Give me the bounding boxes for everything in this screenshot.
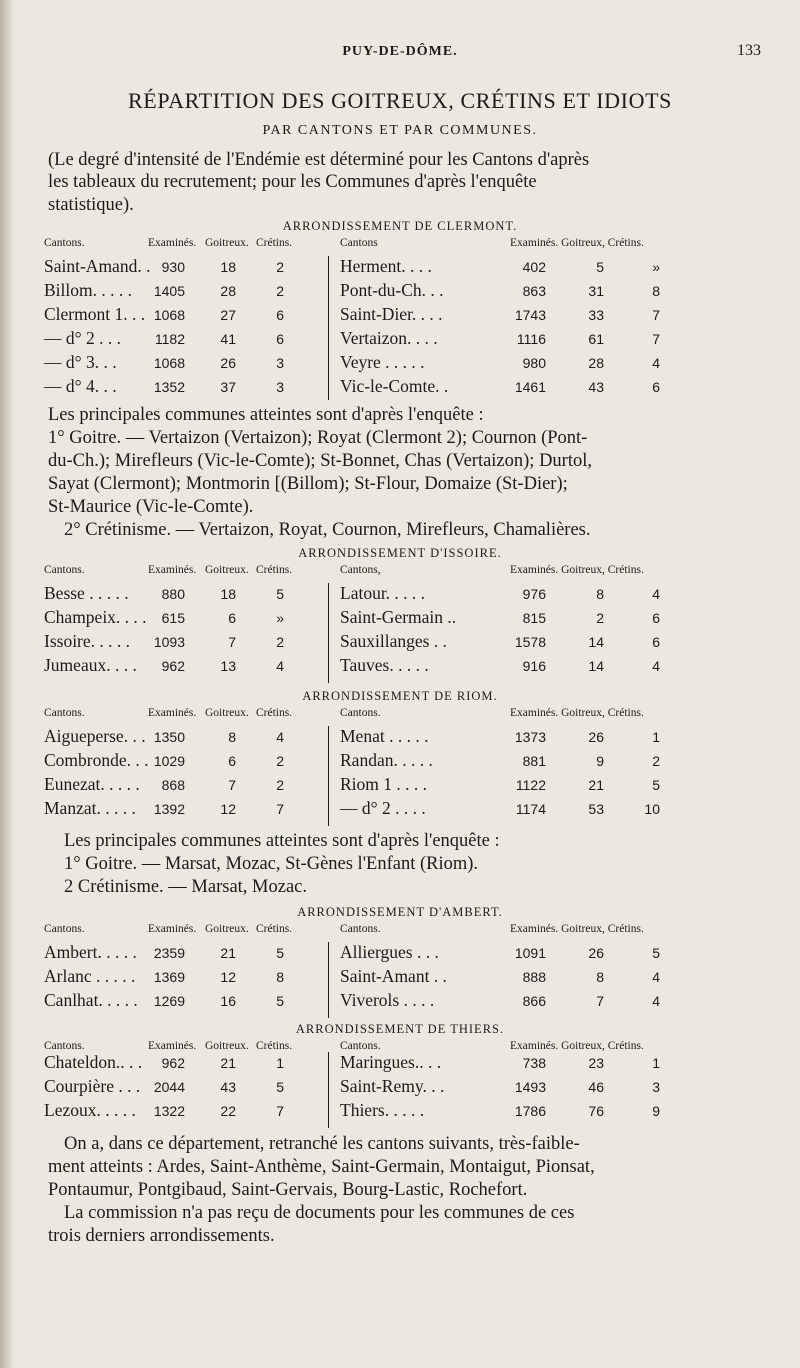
cretins-value: 5 xyxy=(276,945,284,961)
examines-value: 1068 xyxy=(153,355,185,371)
examines-value: 866 xyxy=(522,993,546,1009)
closing-line: Pontaumur, Pontgibaud, Saint-Gervais, Bourg-Lastic, Rochefort. xyxy=(48,1180,528,1200)
cretins-value: 6 xyxy=(652,379,660,395)
examines-value: 1029 xyxy=(153,753,185,769)
note-line: du-Ch.); Mirefleurs (Vic-le-Comte); St-Bonnet, Chas (Vertaizon); Durtol, xyxy=(48,451,592,471)
examines-value: 930 xyxy=(161,259,185,275)
goitreux-value: 13 xyxy=(220,658,236,674)
examines-value: 1461 xyxy=(514,379,546,395)
main-title: RÉPARTITION DES GOITREUX, CRÉTINS ET IDIOTS xyxy=(128,88,672,113)
goitreux-value: 28 xyxy=(588,355,604,371)
col-header-right-values: Examinés. Goitreux, Crétins. xyxy=(510,1040,644,1052)
col-header-goitreux: Goitreux. xyxy=(205,237,249,249)
book-spine-shadow xyxy=(0,0,14,1368)
goitreux-value: 6 xyxy=(228,753,236,769)
cretins-value: 4 xyxy=(652,993,660,1009)
cretins-value: 7 xyxy=(276,1103,284,1119)
examines-value: 980 xyxy=(522,355,546,371)
goitreux-value: 23 xyxy=(588,1055,604,1071)
goitreux-value: 8 xyxy=(228,729,236,745)
canton-name: Eunezat. . . . . xyxy=(44,774,140,794)
examines-value: 1493 xyxy=(514,1079,546,1095)
canton-name: Alliergues . . . xyxy=(340,942,439,962)
examines-value: 1116 xyxy=(516,331,546,347)
cretins-value: 2 xyxy=(276,753,284,769)
intro-line: les tableaux du recrutement; pour les Communes d'après l'enquête xyxy=(48,172,537,192)
canton-name: Vertaizon. . . . xyxy=(340,328,438,348)
cretins-value: 4 xyxy=(652,586,660,602)
canton-name: Veyre . . . . . xyxy=(340,352,425,372)
goitreux-value: 28 xyxy=(220,283,236,299)
column-divider xyxy=(328,726,329,826)
examines-value: 1091 xyxy=(514,945,546,961)
cretins-value: 4 xyxy=(652,355,660,371)
note-line: 1° Goitre. — Marsat, Mozac, St-Gènes l'Enfant (Riom). xyxy=(64,854,479,874)
examines-value: 1786 xyxy=(514,1103,546,1119)
col-header-cantons: Cantons. xyxy=(44,237,85,249)
canton-name: Latour. . . . . xyxy=(340,583,426,603)
cretins-value: 4 xyxy=(276,658,284,674)
col-header-examines: Examinés. xyxy=(148,564,197,576)
goitreux-value: 2 xyxy=(596,610,604,626)
canton-name: Courpière . . . xyxy=(44,1076,141,1096)
canton-name: Saint-Remy. . . xyxy=(340,1076,445,1096)
canton-name: Aigueperse. . . xyxy=(44,726,146,746)
cretins-value: 6 xyxy=(652,610,660,626)
goitreux-value: 43 xyxy=(588,379,604,395)
examines-value: 1405 xyxy=(153,283,185,299)
canton-name: Saint-Germain .. xyxy=(340,607,457,627)
canton-name: Maringues.. . . xyxy=(340,1052,442,1072)
cretins-value: 10 xyxy=(644,801,660,817)
col-header-examines: Examinés. xyxy=(148,237,197,249)
col-header-right-values: Examinés. Goitreux, Crétins. xyxy=(510,564,644,576)
goitreux-value: 61 xyxy=(588,331,604,347)
cretins-value: 7 xyxy=(652,331,660,347)
col-header-cantons-right: Cantons. xyxy=(340,707,381,719)
canton-name: Arlanc . . . . . xyxy=(44,966,136,986)
canton-name: — d° 4. . . xyxy=(44,376,117,396)
canton-name: Thiers. . . . . xyxy=(340,1100,425,1120)
goitreux-value: 21 xyxy=(220,945,236,961)
col-header-right-values: Examinés. Goitreux, Crétins. xyxy=(510,237,644,249)
cretins-value: 9 xyxy=(652,1103,660,1119)
examines-value: 2359 xyxy=(153,945,185,961)
col-header-examines: Examinés. xyxy=(148,1040,197,1052)
cretins-value: 6 xyxy=(276,307,284,323)
cretins-value: » xyxy=(276,610,284,626)
canton-name: — d° 3. . . xyxy=(44,352,117,372)
col-header-cantons: Cantons. xyxy=(44,707,85,719)
note-line: Les principales communes atteintes sont d'après l'enquête : xyxy=(48,405,484,425)
goitreux-value: 7 xyxy=(228,777,236,793)
cretins-value: 3 xyxy=(652,1079,660,1095)
cretins-value: 2 xyxy=(276,634,284,650)
note-line: 2° Crétinisme. — Vertaizon, Royat, Cournon, Mirefleurs, Chamalières. xyxy=(64,520,591,540)
examines-value: 815 xyxy=(522,610,546,626)
examines-value: 1369 xyxy=(153,969,185,985)
examines-value: 976 xyxy=(522,586,546,602)
goitreux-value: 21 xyxy=(220,1055,236,1071)
canton-name: Pont-du-Ch. . . xyxy=(340,280,444,300)
intro-line: (Le degré d'intensité de l'Endémie est déterminé pour les Cantons d'après xyxy=(48,150,590,170)
intro-line: statistique). xyxy=(48,195,134,215)
col-header-cantons-right: Cantons, xyxy=(340,564,381,576)
cretins-value: 2 xyxy=(276,259,284,275)
canton-name: Viverols . . . . xyxy=(340,990,435,1010)
closing-line: trois derniers arrondissements. xyxy=(48,1226,275,1246)
canton-name: Randan. . . . . xyxy=(340,750,433,770)
goitreux-value: 26 xyxy=(588,729,604,745)
goitreux-value: 5 xyxy=(596,259,604,275)
examines-value: 962 xyxy=(161,658,185,674)
col-header-cantons-right: Cantons xyxy=(340,237,378,249)
col-header-goitreux: Goitreux. xyxy=(205,1040,249,1052)
goitreux-value: 43 xyxy=(220,1079,236,1095)
col-header-cantons: Cantons. xyxy=(44,923,85,935)
section-title-thiers: ARRONDISSEMENT DE THIERS. xyxy=(295,1022,505,1036)
canton-name: Tauves. . . . . xyxy=(340,655,429,675)
canton-name: Sauxillanges . . xyxy=(340,631,447,651)
examines-value: 1322 xyxy=(153,1103,185,1119)
canton-name: — d° 2 . . . . xyxy=(340,798,426,818)
canton-name: Clermont 1. . . xyxy=(44,304,146,324)
goitreux-value: 22 xyxy=(220,1103,236,1119)
note-line: Sayat (Clermont); Montmorin [(Billom); St-Flour, Domaize (St-Dier); xyxy=(48,474,568,494)
examines-value: 615 xyxy=(161,610,185,626)
examines-value: 962 xyxy=(161,1055,185,1071)
examines-value: 880 xyxy=(161,586,185,602)
goitreux-value: 46 xyxy=(588,1079,604,1095)
examines-value: 916 xyxy=(522,658,546,674)
col-header-cretins: Crétins. xyxy=(256,1040,293,1052)
canton-name: — d° 2 . . . xyxy=(44,328,121,348)
cretins-value: 2 xyxy=(276,777,284,793)
goitreux-value: 14 xyxy=(588,634,604,650)
goitreux-value: 31 xyxy=(588,283,604,299)
canton-name: Champeix. . . . xyxy=(44,607,147,627)
examines-value: 2044 xyxy=(153,1079,185,1095)
col-header-goitreux: Goitreux. xyxy=(205,564,249,576)
col-header-cantons-right: Cantons. xyxy=(340,923,381,935)
cretins-value: 8 xyxy=(652,283,660,299)
examines-value: 1174 xyxy=(515,801,546,817)
cretins-value: 1 xyxy=(276,1055,284,1071)
cretins-value: 4 xyxy=(652,658,660,674)
cretins-value: 5 xyxy=(652,945,660,961)
goitreux-value: 27 xyxy=(220,307,236,323)
section-title-clermont: ARRONDISSEMENT DE CLERMONT. xyxy=(282,219,518,233)
canton-name: Vic-le-Comte. . xyxy=(340,376,449,396)
closing-line: ment atteints : Ardes, Saint-Anthème, Saint-Germain, Montaigut, Pionsat, xyxy=(48,1157,595,1177)
section-title-ambert: ARRONDISSEMENT D'AMBERT. xyxy=(297,905,503,919)
goitreux-value: 8 xyxy=(596,586,604,602)
col-header-cantons-right: Cantons. xyxy=(340,1040,381,1052)
col-header-cantons: Cantons. xyxy=(44,1040,85,1052)
cretins-value: 5 xyxy=(276,1079,284,1095)
col-header-goitreux: Goitreux. xyxy=(205,923,249,935)
canton-name: Besse . . . . . xyxy=(44,583,129,603)
cretins-value: 3 xyxy=(276,355,284,371)
cretins-value: 5 xyxy=(276,993,284,1009)
cretins-value: 5 xyxy=(276,586,284,602)
goitreux-value: 26 xyxy=(588,945,604,961)
col-header-right-values: Examinés. Goitreux, Crétins. xyxy=(510,707,644,719)
cretins-value: » xyxy=(652,259,660,275)
note-line: 1° Goitre. — Vertaizon (Vertaizon); Royat (Clermont 2); Cournon (Pont- xyxy=(48,428,588,448)
col-header-cantons: Cantons. xyxy=(44,564,85,576)
page-number: 133 xyxy=(737,42,761,59)
canton-name: Saint-Amand. . xyxy=(44,256,151,276)
examines-value: 1269 xyxy=(153,993,185,1009)
canton-name: Saint-Dier. . . . xyxy=(340,304,443,324)
col-header-cretins: Crétins. xyxy=(256,564,293,576)
examines-value: 1093 xyxy=(153,634,185,650)
canton-name: Chateldon.. . . xyxy=(44,1052,143,1072)
cretins-value: 7 xyxy=(276,801,284,817)
note-line: St-Maurice (Vic-le-Comte). xyxy=(48,497,254,517)
cretins-value: 6 xyxy=(276,331,284,347)
col-header-cretins: Crétins. xyxy=(256,707,293,719)
goitreux-value: 6 xyxy=(228,610,236,626)
column-divider xyxy=(328,583,329,683)
examines-value: 1373 xyxy=(514,729,546,745)
canton-name: Issoire. . . . . xyxy=(44,631,131,651)
subtitle: PAR CANTONS ET PAR COMMUNES. xyxy=(262,123,538,138)
col-header-examines: Examinés. xyxy=(148,923,197,935)
examines-value: 881 xyxy=(522,753,546,769)
canton-name: Herment. . . . xyxy=(340,256,432,276)
canton-name: Combronde. . . xyxy=(44,750,149,770)
goitreux-value: 12 xyxy=(220,801,236,817)
canton-name: Jumeaux. . . . xyxy=(44,655,137,675)
examines-value: 1578 xyxy=(514,634,546,650)
canton-name: Saint-Amant . . xyxy=(340,966,447,986)
examines-value: 1122 xyxy=(515,777,546,793)
cretins-value: 2 xyxy=(276,283,284,299)
goitreux-value: 26 xyxy=(220,355,236,371)
goitreux-value: 41 xyxy=(220,331,236,347)
canton-name: Canlhat. . . . . xyxy=(44,990,138,1010)
examines-value: 1068 xyxy=(153,307,185,323)
cretins-value: 6 xyxy=(652,634,660,650)
goitreux-value: 9 xyxy=(596,753,604,769)
closing-line: La commission n'a pas reçu de documents pour les communes de ces xyxy=(64,1203,575,1223)
col-header-cretins: Crétins. xyxy=(256,237,293,249)
running-header: PUY-DE-DÔME. xyxy=(342,44,458,59)
cretins-value: 1 xyxy=(652,729,660,745)
canton-name: Ambert. . . . . xyxy=(44,942,137,962)
cretins-value: 1 xyxy=(652,1055,660,1071)
examines-value: 868 xyxy=(161,777,185,793)
examines-value: 1350 xyxy=(153,729,185,745)
goitreux-value: 16 xyxy=(220,993,236,1009)
column-divider xyxy=(328,942,329,1018)
canton-name: Menat . . . . . xyxy=(340,726,429,746)
goitreux-value: 18 xyxy=(220,586,236,602)
column-divider xyxy=(328,1052,329,1128)
goitreux-value: 12 xyxy=(220,969,236,985)
cretins-value: 4 xyxy=(276,729,284,745)
canton-name: Manzat. . . . . xyxy=(44,798,136,818)
col-header-examines: Examinés. xyxy=(148,707,197,719)
examines-value: 863 xyxy=(522,283,546,299)
examines-value: 888 xyxy=(522,969,546,985)
examines-value: 1182 xyxy=(154,331,185,347)
canton-name: Billom. . . . . xyxy=(44,280,132,300)
col-header-goitreux: Goitreux. xyxy=(205,707,249,719)
col-header-cretins: Crétins. xyxy=(256,923,293,935)
goitreux-value: 21 xyxy=(588,777,604,793)
goitreux-value: 53 xyxy=(588,801,604,817)
goitreux-value: 7 xyxy=(596,993,604,1009)
goitreux-value: 18 xyxy=(220,259,236,275)
goitreux-value: 14 xyxy=(588,658,604,674)
cretins-value: 2 xyxy=(652,753,660,769)
examines-value: 738 xyxy=(522,1055,546,1071)
examines-value: 1743 xyxy=(514,307,546,323)
examines-value: 1392 xyxy=(153,801,185,817)
examines-value: 402 xyxy=(522,259,546,275)
cretins-value: 4 xyxy=(652,969,660,985)
canton-name: Lezoux. . . . . xyxy=(44,1100,136,1120)
note-line: Les principales communes atteintes sont d'après l'enquête : xyxy=(64,831,500,851)
examines-value: 1352 xyxy=(153,379,185,395)
cretins-value: 5 xyxy=(652,777,660,793)
cretins-value: 3 xyxy=(276,379,284,395)
note-line: 2 Crétinisme. — Marsat, Mozac. xyxy=(64,877,308,897)
closing-line: On a, dans ce département, retranché les cantons suivants, très-faible- xyxy=(64,1134,580,1154)
goitreux-value: 76 xyxy=(588,1103,604,1119)
goitreux-value: 7 xyxy=(228,634,236,650)
cretins-value: 8 xyxy=(276,969,284,985)
canton-name: Riom 1 . . . . xyxy=(340,774,428,794)
cretins-value: 7 xyxy=(652,307,660,323)
goitreux-value: 37 xyxy=(220,379,236,395)
col-header-right-values: Examinés. Goitreux, Crétins. xyxy=(510,923,644,935)
goitreux-value: 8 xyxy=(596,969,604,985)
column-divider xyxy=(328,256,329,400)
goitreux-value: 33 xyxy=(588,307,604,323)
section-title-issoire: ARRONDISSEMENT D'ISSOIRE. xyxy=(298,546,502,560)
section-title-riom: ARRONDISSEMENT DE RIOM. xyxy=(302,689,498,703)
